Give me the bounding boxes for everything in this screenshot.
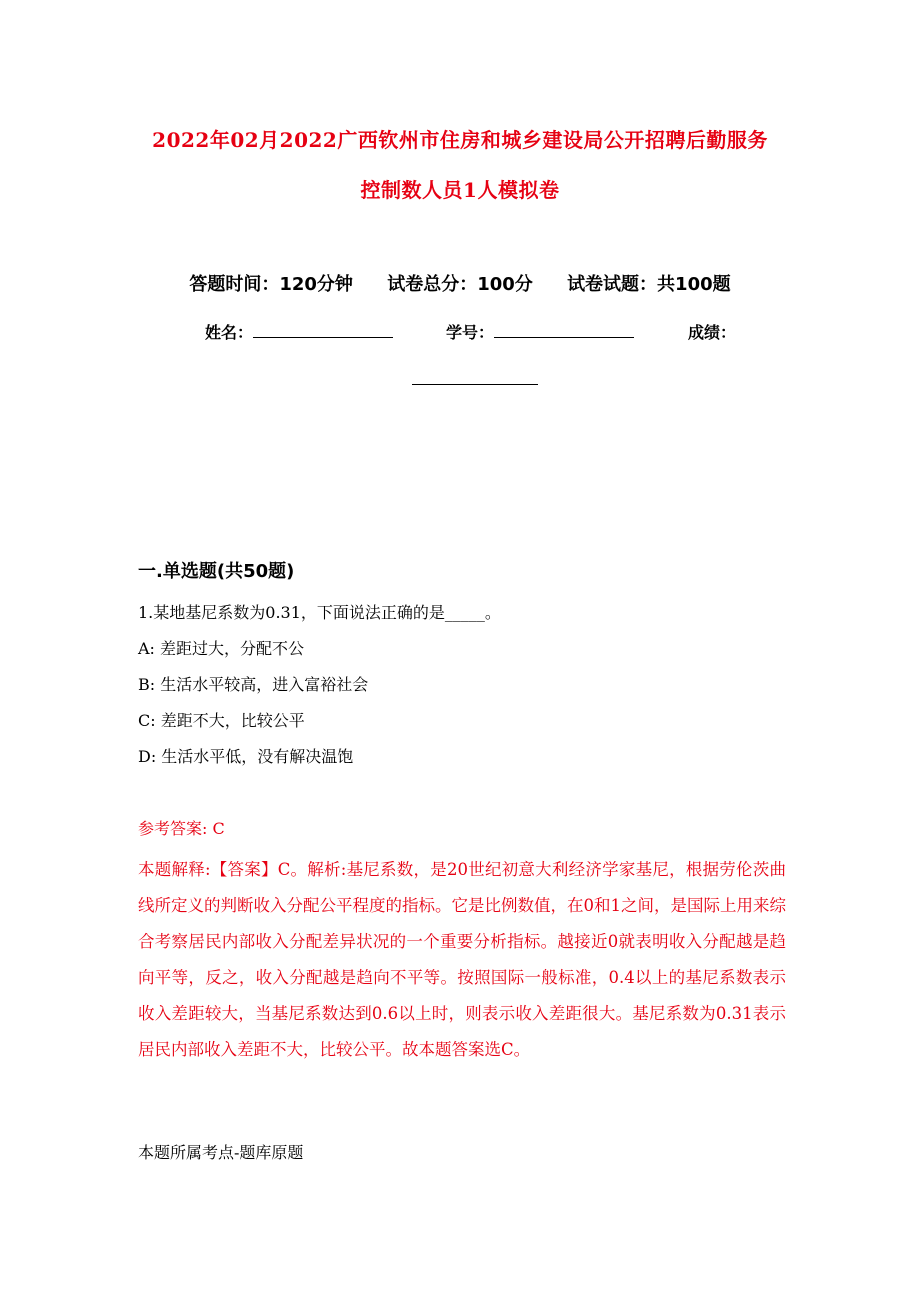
exam-title-line-2: 控制数人员1人模拟卷	[360, 178, 560, 202]
exam-title-line-1: 2022年02月2022广西钦州市住房和城乡建设局公开招聘后勤服务	[152, 128, 768, 152]
option-b: B: 生活水平较高，进入富裕社会	[138, 675, 369, 694]
student-id-blank-line	[494, 323, 634, 338]
exam-total-score: 试卷总分：100分	[387, 274, 533, 295]
question-topic: 本题所属考点-题库原题	[138, 1143, 304, 1162]
student-id-label: 学号：	[446, 323, 495, 342]
student-id-field	[446, 320, 634, 343]
answer-explanation: 本题解释:【答案】C。解析:基尼系数，是20世纪初意大利经济学家基尼，根据劳伦茨曲线所定义的判断收入分配公平程度的指标。它是比例数值，在0和1之间，是国际上用来综合考察居民内部收入分配差异状况的一个重要分析指标。越接近0就表明收入分配越是趋向平等，反之，收入分配越是趋向不平等。按照国际一般标准，0.4以上的基尼系数表示收入差距较大，当基尼系数达到0.6以上时，则表示收入差距很大。基尼系数为0.31表示居民内部收入差距不大，比较公平。故本题答案选C。	[138, 860, 786, 1059]
section-heading: 一.单选题(共50题)	[138, 561, 295, 582]
name-label: 姓名：	[205, 323, 254, 342]
exam-question-count: 试卷试题：共100题	[567, 274, 731, 295]
score-blank-line	[412, 384, 538, 385]
option-c: C: 差距不大，比较公平	[138, 711, 305, 730]
score-field	[688, 320, 736, 343]
name-field	[205, 320, 393, 343]
name-blank-line	[253, 323, 393, 338]
question-text: 1.某地基尼系数为0.31，下面说法正确的是_____。	[138, 603, 501, 622]
exam-time: 答题时间：120分钟	[189, 274, 353, 295]
reference-answer: 参考答案: C	[138, 819, 225, 838]
score-label: 成绩：	[688, 323, 737, 342]
option-a: A: 差距过大，分配不公	[138, 639, 305, 658]
option-d: D: 生活水平低，没有解决温饱	[138, 747, 354, 766]
exam-meta	[0, 270, 920, 296]
